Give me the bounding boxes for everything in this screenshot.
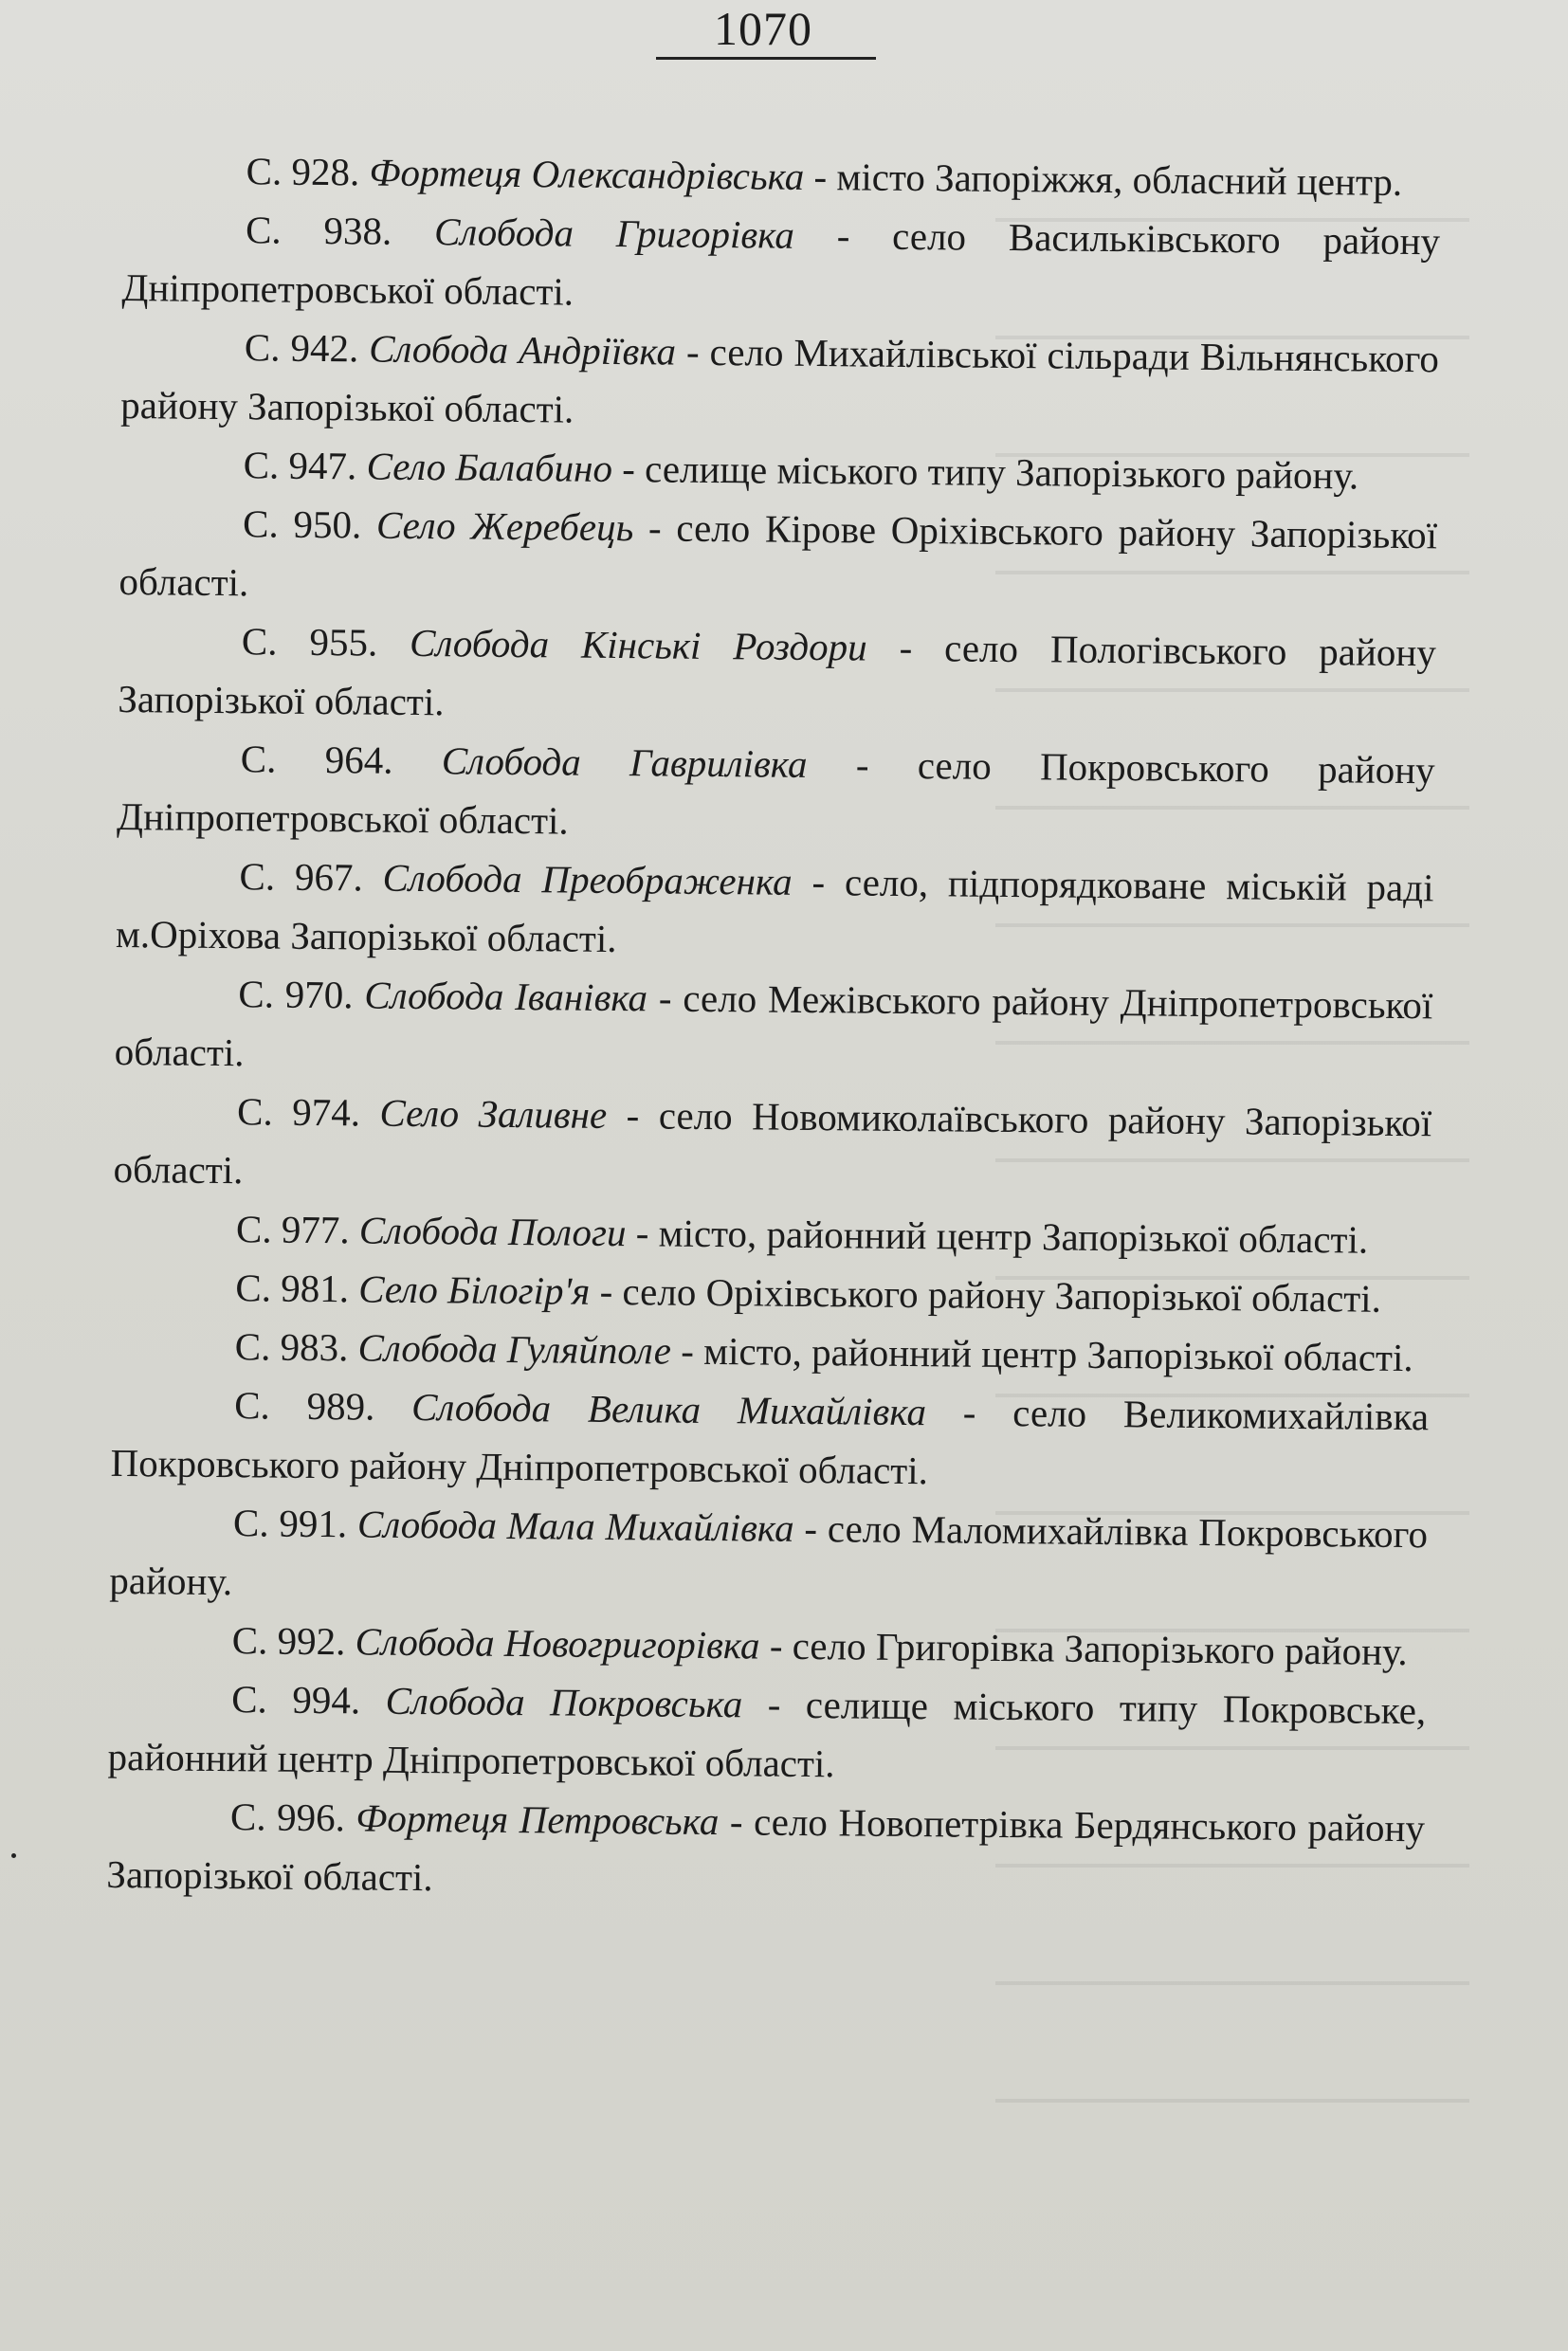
entry-name: Село Білогір'я [358, 1267, 591, 1313]
entry-name: Село Жеребець [375, 502, 634, 550]
entry-list [106, 140, 1441, 1916]
entry-description: - село Новопетрівка Бердянського району Запорізької області. [106, 1799, 1426, 1900]
entry-description: - місто, районний центр Запорізької області. [635, 1211, 1369, 1262]
entry-name: Слобода Іванівка [364, 973, 648, 1020]
entry-description: - село Михайлівської сільради Вільнянського району Запорізької області. [120, 329, 1440, 431]
entry-name: Слобода Покровська [385, 1678, 743, 1726]
entry-ref: С. 942. [244, 325, 359, 371]
entry-ref: С. 977. [235, 1207, 350, 1252]
entry-ref: С. 938. [245, 208, 392, 253]
entry-ref: С. 992. [231, 1618, 346, 1664]
entry [117, 728, 1435, 858]
entry [110, 1375, 1429, 1504]
entry-name: Слобода Преображенка [382, 855, 793, 903]
entry [109, 1492, 1428, 1622]
entry-name: Село Балабино [366, 444, 613, 490]
entry-name: Слобода Гуляйполе [357, 1325, 672, 1373]
entry-name: Слобода Гаврилівка [441, 738, 808, 786]
entry-ref: С. 928. [246, 149, 360, 194]
entry [118, 611, 1436, 740]
entry-name: Слобода Пологи [358, 1208, 627, 1255]
page-number-rule [656, 57, 876, 60]
entry-name: Слобода Мала Михайлівка [356, 1502, 794, 1550]
entry-name: Слобода Велика Михайлівка [410, 1384, 927, 1434]
entry [120, 317, 1439, 447]
entry [114, 963, 1432, 1093]
entry-name: Село Заливне [379, 1090, 608, 1137]
entry [116, 846, 1434, 975]
entry-ref: С. 983. [234, 1324, 349, 1370]
entry-description: - село Пологівського району Запорізької області. [118, 625, 1437, 724]
entry-ref: С. 994. [231, 1677, 361, 1722]
entry-description: - село Межівського району Дніпропетровської області. [114, 975, 1433, 1075]
entry-description: - село Оріхівського району Запорізької області. [599, 1268, 1382, 1321]
entry-ref: С. 989. [233, 1383, 375, 1429]
entry-description: - місто Запоріжжя, обласний центр. [813, 154, 1403, 204]
entry-description: - селище міського типу Запорізького району. [622, 447, 1359, 498]
entry-name: Слобода Григорівка [433, 210, 795, 257]
entry [121, 199, 1440, 329]
entry-description: - село Новомиколаївського району Запорізької області. [113, 1093, 1432, 1193]
entry-description: - село Маломихайлівка Покровського району. [109, 1505, 1429, 1604]
entry [107, 1668, 1426, 1798]
entry-description: - село Васильківського району Дніпропетровської області. [121, 213, 1441, 314]
entry-name: Фортеця Олександрівська [369, 150, 805, 198]
page-number: 1070 [714, 2, 812, 55]
entry-ref: С. 981. [235, 1266, 350, 1311]
entry-name: Фортеця Петровська [356, 1795, 720, 1844]
entry-ref: С. 964. [240, 737, 393, 782]
entry-ref: С. 950. [242, 501, 362, 547]
entry-description: - село, підпорядковане міській раді м.Оріхова Запорізької області. [115, 860, 1434, 961]
entry-description: - село Великомихайлівка Покровського району Дніпропетровської області. [110, 1390, 1430, 1493]
entry-description: - село Кірове Оріхівського району Запорізької області. [119, 505, 1438, 605]
entry-ref: С. 947. [243, 443, 357, 488]
entry-description: - село Григорівка Запорізького району. [769, 1623, 1408, 1674]
entry-ref: С. 967. [239, 854, 364, 900]
entry-name: Слобода Андріївка [368, 326, 677, 374]
entry-ref: С. 991. [232, 1501, 348, 1546]
entry-ref: С. 996. [229, 1795, 346, 1840]
entry [119, 493, 1437, 623]
entry-name: Слобода Кінські Роздори [409, 620, 867, 669]
entry [106, 1786, 1425, 1916]
entry-description: - місто, районний центр Запорізької області. [681, 1328, 1413, 1380]
entry-description: - село Покровського району Дніпропетровської області. [116, 742, 1435, 843]
entry-ref: С. 955. [241, 619, 378, 665]
dust-speck [11, 1853, 16, 1858]
entry [113, 1081, 1431, 1211]
entry-ref: С. 970. [238, 972, 354, 1017]
entry-ref: С. 974. [236, 1089, 361, 1135]
entry-name: Слобода Новогригорівка [355, 1619, 760, 1668]
entry-description: - селище міського типу Покровське, районний центр Дніпропетровської області. [107, 1682, 1427, 1786]
